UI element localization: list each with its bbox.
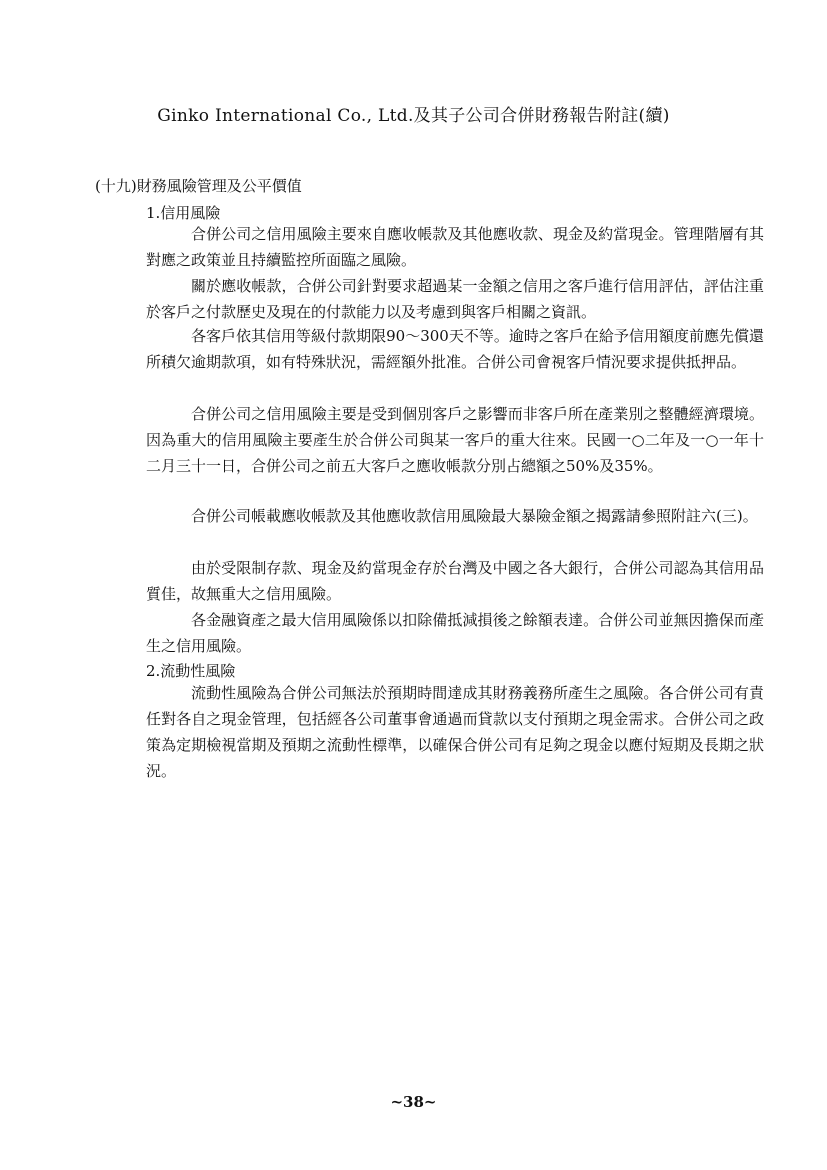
liquidity-risk-paragraph-1: 流動性風險為合併公司無法於預期時間達成其財務義務所產生之風險。各合併公司有責任對各自之現金管理，包括經各公司董事會通過而貸款以支付預期之現金需求。合併公司之政策為定期檢視當期及預期之流動性標準，以確保合併公司有足夠之現金以應付短期及長期之狀況。 [146,684,764,780]
section-heading: (十九)財務風險管理及公平價值 [95,177,302,195]
credit-risk-paragraph-4: 合併公司之信用風險主要是受到個別客戶之影響而非客戶所在產業別之整體經濟環境。因為重大的信用風險主要產生於合併公司與某一客戶的重大往來。民國一○二年及一○一年十二月三十一日，合併公司之前五大客戶之應收帳款分別占總額之50%及35%。 [146,405,764,475]
page-header-title: Ginko International Co., Ltd.及其子公司合併財務報告附註(續) [157,106,670,126]
credit-risk-heading: 1.信用風險 [146,204,221,222]
credit-risk-paragraph-1: 合併公司之信用風險主要來自應收帳款及其他應收款、現金及約當現金。管理階層有其對應之政策並且持續監控所面臨之風險。 [146,225,764,269]
liquidity-risk-heading: 2.流動性風險 [146,662,236,680]
credit-risk-paragraph-6: 由於受限制存款、現金及約當現金存於台灣及中國之各大銀行，合併公司認為其信用品質佳，故無重大之信用風險。 [146,559,764,603]
credit-risk-paragraph-3: 各客戶依其信用等級付款期限90～300天不等。逾時之客戶在給予信用額度前應先償還所積欠逾期款項，如有特殊狀況，需經額外批准。合併公司會視客戶情況要求提供抵押品。 [146,327,764,371]
credit-risk-paragraph-7: 各金融資產之最大信用風險係以扣除備抵減損後之餘額表達。合併公司並無因擔保而產生之信用風險。 [146,611,764,655]
page-number: ~38~ [390,1093,437,1111]
credit-risk-paragraph-2: 關於應收帳款，合併公司針對要求超過某一金額之信用之客戶進行信用評估，評估注重於客戶之付款歷史及現在的付款能力以及考慮到與客戶相關之資訊。 [146,277,764,321]
credit-risk-paragraph-5: 合併公司帳載應收帳款及其他應收款信用風險最大暴險金額之揭露請參照附註六(三)。 [191,507,758,525]
